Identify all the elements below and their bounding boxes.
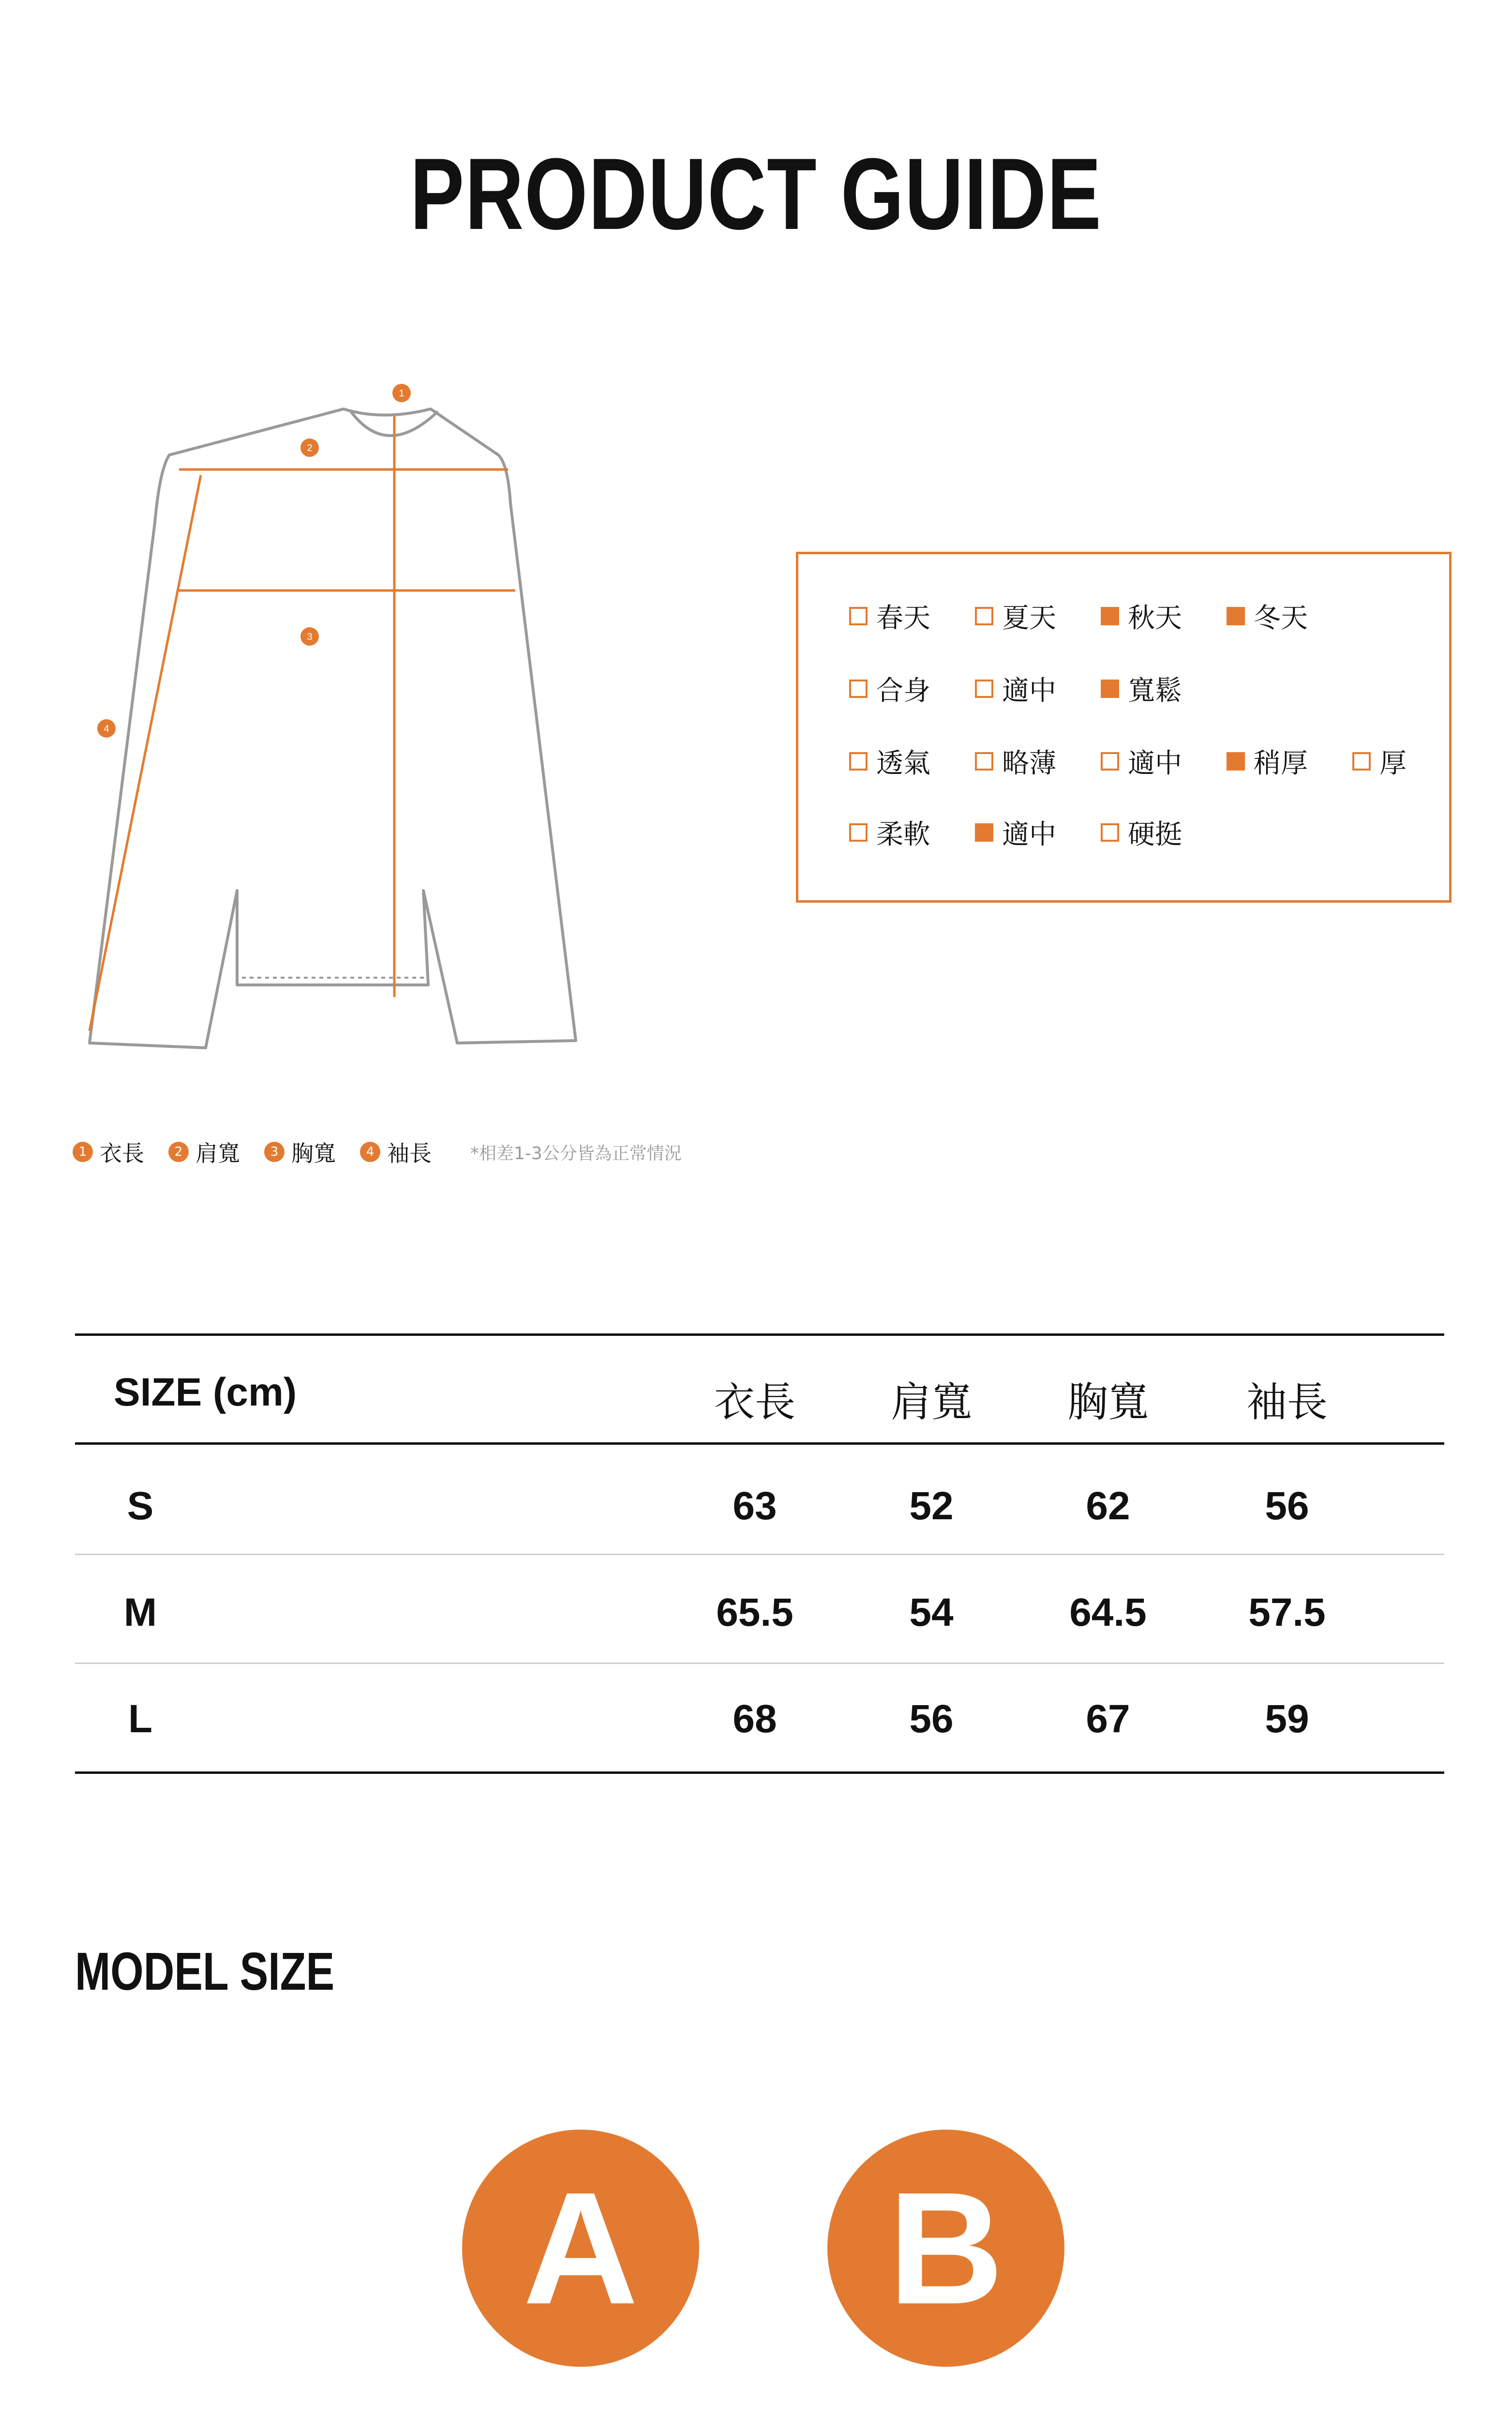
shirt-outline xyxy=(90,409,576,1048)
marker-2-label: 2 xyxy=(307,443,313,454)
tag-label: 合身 xyxy=(876,675,930,707)
tag-label: 適中 xyxy=(1002,675,1056,707)
marker-1-label: 1 xyxy=(399,388,404,399)
tag-item xyxy=(1101,813,1227,852)
tag-item xyxy=(849,669,975,708)
tag-label: 透氣 xyxy=(876,748,930,779)
length-column-header: 衣長 xyxy=(714,1378,795,1426)
checkbox-icon xyxy=(849,752,868,771)
value-cell: 63 xyxy=(733,1484,777,1528)
tag-label: 略薄 xyxy=(1002,748,1056,779)
marker-3-label: 3 xyxy=(307,632,313,642)
tag-item xyxy=(849,597,975,635)
tag-item xyxy=(1227,597,1352,635)
sleeve-column-header: 袖長 xyxy=(1246,1378,1328,1426)
shirt-diagram xyxy=(73,368,750,1070)
value-cell: 57.5 xyxy=(1248,1590,1326,1634)
legend-label: 袖長 xyxy=(387,1140,432,1166)
number-badge: 1 xyxy=(73,1142,93,1162)
measurement-legend xyxy=(73,1133,682,1171)
checkbox-icon xyxy=(975,752,993,771)
tag-item xyxy=(849,813,975,852)
checkbox-icon xyxy=(1352,752,1371,771)
model-size-title: MODEL SIZE xyxy=(75,1942,335,2001)
shirt-illustration xyxy=(73,368,750,1070)
value-cell: 64.5 xyxy=(1069,1590,1147,1634)
checkbox-icon xyxy=(975,680,993,698)
checkbox-icon xyxy=(975,607,993,625)
table-row-rule xyxy=(75,1663,1444,1664)
legend-item xyxy=(168,1136,240,1168)
number-badge: 2 xyxy=(168,1142,189,1162)
tag-label: 夏天 xyxy=(1002,603,1056,634)
season-row xyxy=(849,597,1352,635)
checkbox-icon xyxy=(1101,752,1119,771)
tag-item xyxy=(1227,742,1352,781)
marker-4-label: 4 xyxy=(104,724,109,734)
fit-row xyxy=(849,669,1227,708)
checkbox-checked-icon xyxy=(1101,607,1119,625)
checkbox-icon xyxy=(849,823,868,842)
size-cell: S xyxy=(127,1484,154,1528)
tag-item xyxy=(1101,597,1227,635)
number-badge: 4 xyxy=(360,1142,380,1162)
checkbox-checked-icon xyxy=(975,823,993,842)
tag-item xyxy=(1101,742,1227,781)
value-cell: 65.5 xyxy=(716,1590,793,1634)
size-cell: L xyxy=(128,1697,153,1741)
tag-item xyxy=(975,813,1101,852)
number-badge: 3 xyxy=(264,1142,284,1162)
tag-item xyxy=(975,669,1101,708)
table-bottom-rule xyxy=(75,1771,1444,1774)
checkbox-icon xyxy=(849,680,868,698)
tag-label: 適中 xyxy=(1002,819,1056,850)
page-title: PRODUCT GUIDE xyxy=(410,137,1102,251)
model-a-avatar: A xyxy=(462,2130,699,2367)
value-cell: 54 xyxy=(909,1590,954,1634)
checkbox-icon xyxy=(1101,823,1119,842)
table-top-rule xyxy=(75,1333,1444,1336)
legend-label: 肩寬 xyxy=(195,1140,240,1166)
tag-label: 稍厚 xyxy=(1254,748,1308,779)
table-header-rule xyxy=(75,1442,1444,1445)
checkbox-checked-icon xyxy=(1101,680,1119,698)
tag-item xyxy=(1352,742,1420,781)
checkbox-checked-icon xyxy=(1227,752,1245,771)
legend-item xyxy=(360,1136,432,1168)
tag-label: 秋天 xyxy=(1128,603,1182,634)
size-cell: M xyxy=(123,1590,157,1634)
tag-label: 寬鬆 xyxy=(1128,675,1182,707)
value-cell: 67 xyxy=(1086,1697,1130,1741)
tag-label: 春天 xyxy=(876,603,930,634)
tag-label: 硬挺 xyxy=(1128,819,1182,850)
marker-group xyxy=(97,384,411,738)
shoulder-column-header: 肩寬 xyxy=(890,1378,972,1426)
tag-item xyxy=(975,742,1101,781)
value-cell: 59 xyxy=(1265,1697,1309,1741)
legend-item xyxy=(264,1136,336,1168)
tag-item xyxy=(975,597,1101,635)
checkbox-checked-icon xyxy=(1227,607,1245,625)
size-column-header: SIZE (cm) xyxy=(114,1370,297,1414)
tag-item xyxy=(849,742,975,781)
table-row-rule xyxy=(75,1554,1444,1555)
feature-tag-box xyxy=(796,552,1452,903)
value-cell: 56 xyxy=(909,1697,954,1741)
legend-item xyxy=(73,1136,144,1168)
sleeve-line xyxy=(90,475,201,1031)
tag-label: 冬天 xyxy=(1254,603,1308,634)
value-cell: 62 xyxy=(1086,1484,1130,1528)
thickness-row xyxy=(849,742,1420,781)
tolerance-note: *相差1-3公分皆為正常情況 xyxy=(470,1143,682,1164)
value-cell: 56 xyxy=(1265,1484,1309,1528)
legend-label: 衣長 xyxy=(100,1140,144,1166)
tag-label: 適中 xyxy=(1128,748,1182,779)
chest-column-header: 胸寬 xyxy=(1067,1378,1149,1426)
value-cell: 52 xyxy=(909,1484,954,1528)
checkbox-icon xyxy=(849,607,868,625)
tag-item xyxy=(1101,669,1227,708)
tag-label: 柔軟 xyxy=(876,819,930,850)
texture-row xyxy=(849,813,1227,852)
model-b-avatar: B xyxy=(827,2130,1064,2367)
tag-label: 厚 xyxy=(1379,748,1407,779)
legend-label: 胸寬 xyxy=(291,1140,336,1166)
value-cell: 68 xyxy=(733,1697,777,1741)
